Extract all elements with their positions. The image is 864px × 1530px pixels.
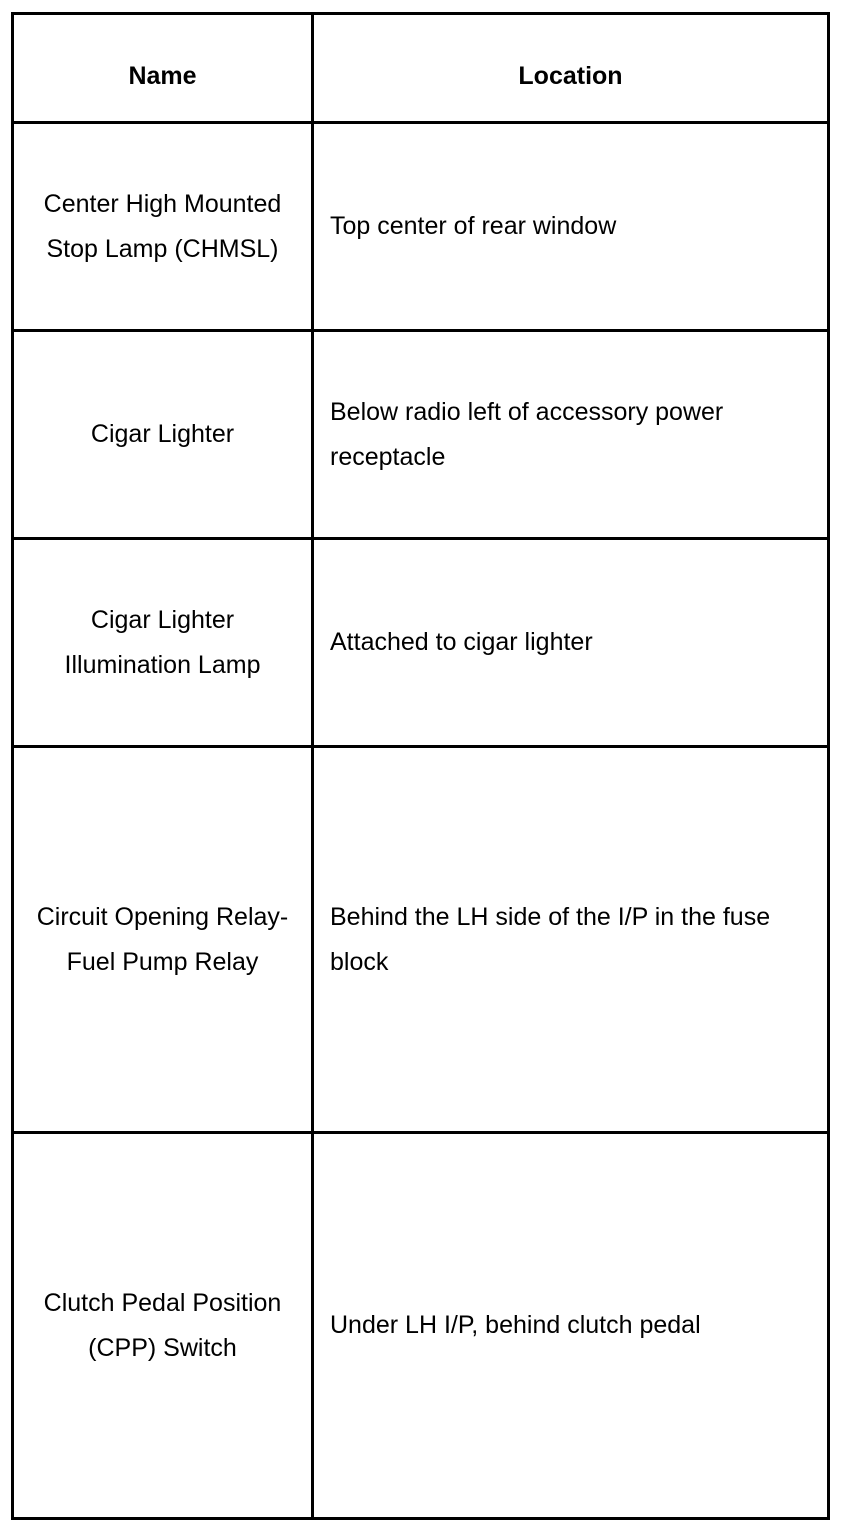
component-location: Below radio left of accessory power receptacle	[313, 331, 829, 539]
table-row	[13, 123, 829, 331]
component-name: Center High Mounted Stop Lamp (CHMSL)	[13, 123, 313, 331]
column-header-location: Location	[313, 14, 829, 123]
table-row	[13, 1133, 829, 1519]
component-name: Clutch Pedal Position (CPP) Switch	[13, 1133, 313, 1519]
table-header-row	[13, 14, 829, 123]
column-header-name: Name	[13, 14, 313, 123]
component-location: Behind the LH side of the I/P in the fuse block	[313, 747, 829, 1133]
component-location: Under LH I/P, behind clutch pedal	[313, 1133, 829, 1519]
component-name: Circuit Opening Relay-Fuel Pump Relay	[13, 747, 313, 1133]
table-row	[13, 331, 829, 539]
component-name: Cigar Lighter	[13, 331, 313, 539]
component-location-table	[11, 12, 830, 1520]
component-name: Cigar Lighter Illumination Lamp	[13, 539, 313, 747]
table-row	[13, 747, 829, 1133]
component-location: Attached to cigar lighter	[313, 539, 829, 747]
component-location: Top center of rear window	[313, 123, 829, 331]
table-row	[13, 539, 829, 747]
